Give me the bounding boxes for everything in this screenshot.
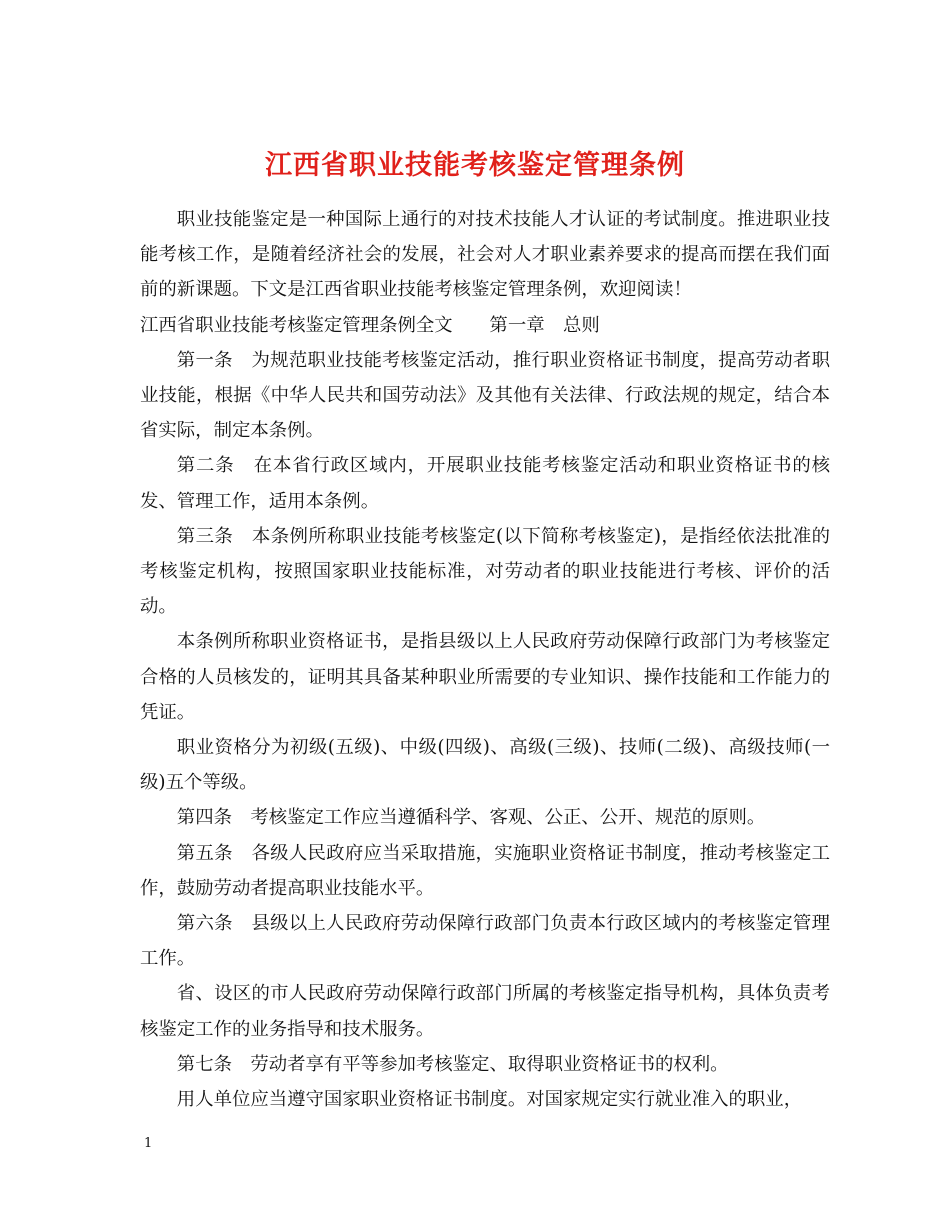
paragraph: 第五条 各级人民政府应当采取措施，实施职业资格证书制度，推动考核鉴定工作，鼓励劳动者提高职业技能水平。 xyxy=(140,842,830,899)
paragraph: 江西省职业技能考核鉴定管理条例全文 第一章 总则 xyxy=(140,314,600,336)
document-body xyxy=(140,202,830,1117)
document-title: 江西省职业技能考核鉴定管理条例 xyxy=(265,150,685,182)
paragraph: 第四条 考核鉴定工作应当遵循科学、客观、公正、公开、规范的原则。 xyxy=(176,807,766,829)
paragraph: 职业资格分为初级(五级)、中级(四级)、高级(三级)、技师(二级)、高级技师(一级)五个等级。 xyxy=(140,737,830,794)
paragraph: 第三条 本条例所称职业技能考核鉴定(以下简称考核鉴定)，是指经依法批准的考核鉴定机构，按照国家职业技能标准，对劳动者的职业技能进行考核、评价的活动。 xyxy=(140,525,830,618)
paragraph: 第六条 县级以上人民政府劳动保障行政部门负责本行政区域内的考核鉴定管理工作。 xyxy=(140,913,830,970)
page-number: 1 xyxy=(144,1136,153,1151)
paragraph: 第一条 为规范职业技能考核鉴定活动，推行职业资格证书制度，提高劳动者职业技能，根据《中华人民共和国劳动法》及其他有关法律、行政法规的规定，结合本省实际，制定本条例。 xyxy=(140,349,830,442)
paragraph: 第二条 在本省行政区域内，开展职业技能考核鉴定活动和职业资格证书的核发、管理工作，适用本条例。 xyxy=(140,455,830,512)
paragraph: 职业技能鉴定是一种国际上通行的对技术技能人才认证的考试制度。推进职业技能考核工作，是随着经济社会的发展，社会对人才职业素养要求的提高而摆在我们面前的新课题。下文是江西省职业技能考核鉴定管理条例，欢迎阅读！ xyxy=(140,209,830,301)
paragraph: 用人单位应当遵守国家职业资格证书制度。对国家规定实行就业准入的职业， xyxy=(176,1089,803,1111)
paragraph: 第七条 劳动者享有平等参加考核鉴定、取得职业资格证书的权利。 xyxy=(176,1053,729,1075)
paragraph: 本条例所称职业资格证书，是指县级以上人民政府劳动保障行政部门为考核鉴定合格的人员核发的，证明其具备某种职业所需要的专业知识、操作技能和工作能力的凭证。 xyxy=(140,631,830,723)
paragraph: 省、设区的市人民政府劳动保障行政部门所属的考核鉴定指导机构，具体负责考核鉴定工作的业务指导和技术服务。 xyxy=(140,983,830,1040)
